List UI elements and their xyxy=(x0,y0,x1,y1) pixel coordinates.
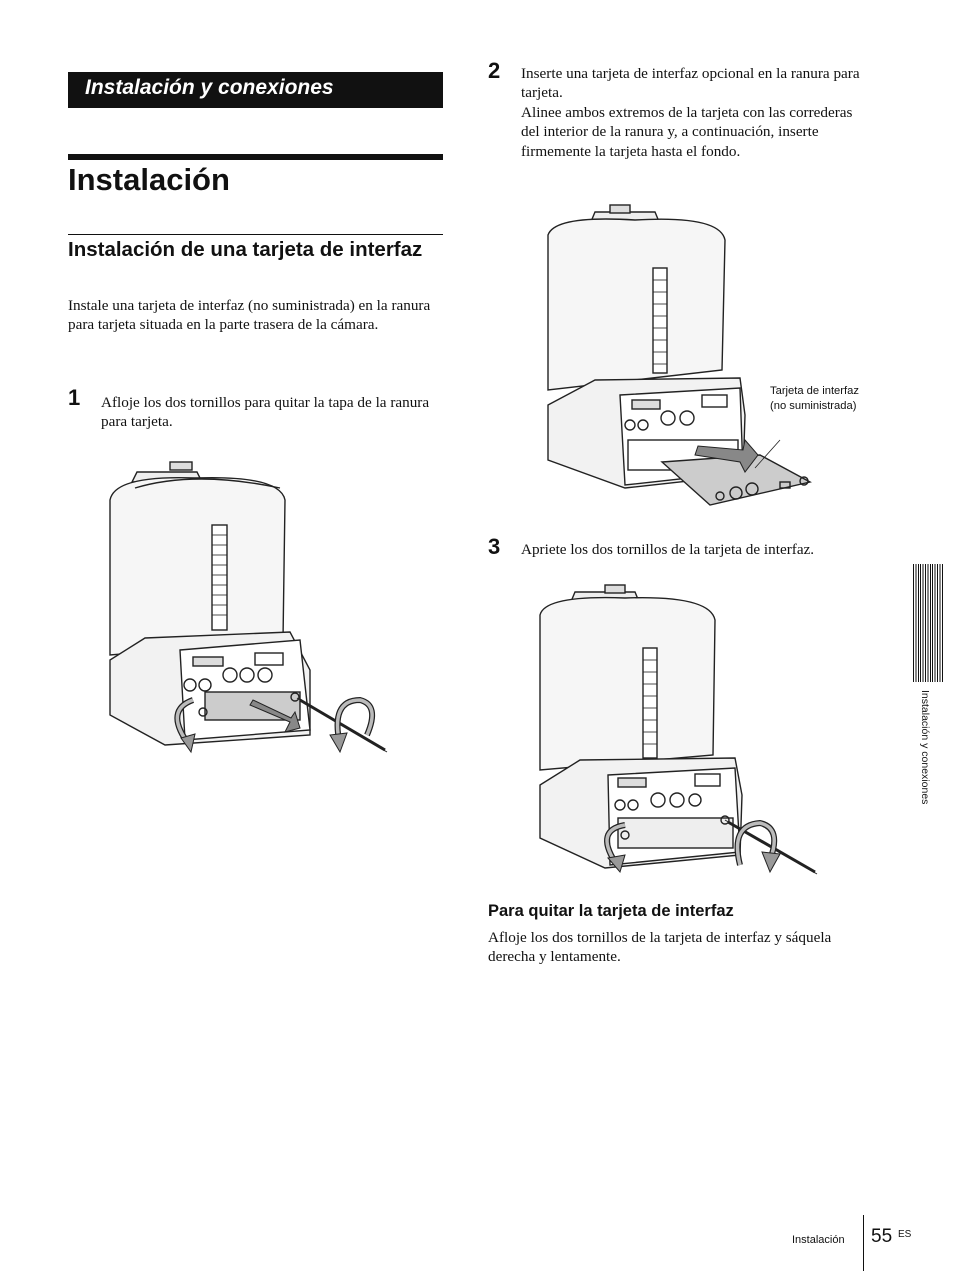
step-1-number: 1 xyxy=(68,385,81,410)
remove-heading: Para quitar la tarjeta de interfaz xyxy=(488,902,734,920)
figure-tighten-screws xyxy=(530,580,820,880)
figure-callout: Tarjeta de interfaz (no suministrada) xyxy=(770,385,859,412)
intro-paragraph: Instale una tarjeta de interfaz (no suministrada) en la ranura para tarjeta situada en la parte trasera de la cámara. xyxy=(68,297,431,334)
footer-divider xyxy=(863,1215,864,1271)
figure-insert-card xyxy=(540,200,825,515)
remove-paragraph: Afloje los dos tornillos de la tarjeta de interfaz y sáquela derecha y lentamente. xyxy=(488,929,832,966)
section-header: Instalación y conexiones xyxy=(85,76,334,99)
page-number: 55 xyxy=(871,1226,893,1247)
thumb-index-tab xyxy=(913,564,943,682)
title-rule xyxy=(68,154,443,160)
step-2-number: 2 xyxy=(488,58,501,83)
page-title: Instalación xyxy=(68,162,230,197)
side-tab-label: Instalación y conexiones xyxy=(919,690,931,805)
subsection-title: Instalación de una tarjeta de interfaz xyxy=(68,238,423,261)
step-3-number: 3 xyxy=(488,534,501,559)
step-2-text: Inserte una tarjeta de interfaz opcional en la ranura para tarjeta. xyxy=(521,65,860,102)
step-1-text: Afloje los dos tornillos para quitar la tapa de la ranura para tarjeta. xyxy=(101,394,430,431)
figure-remove-cover xyxy=(105,460,395,760)
page-language: ES xyxy=(898,1229,912,1240)
step-3-text: Apriete los dos tornillos de la tarjeta de interfaz. xyxy=(521,541,815,558)
footer-section: Instalación xyxy=(792,1234,845,1246)
step-2-text-detail: Alinee ambos extremos de la tarjeta con las correderas del interior de la ranura y, a continuación, inserte firmemente la tarjeta hasta el fondo. xyxy=(521,104,853,160)
section-header-bar xyxy=(68,72,443,108)
